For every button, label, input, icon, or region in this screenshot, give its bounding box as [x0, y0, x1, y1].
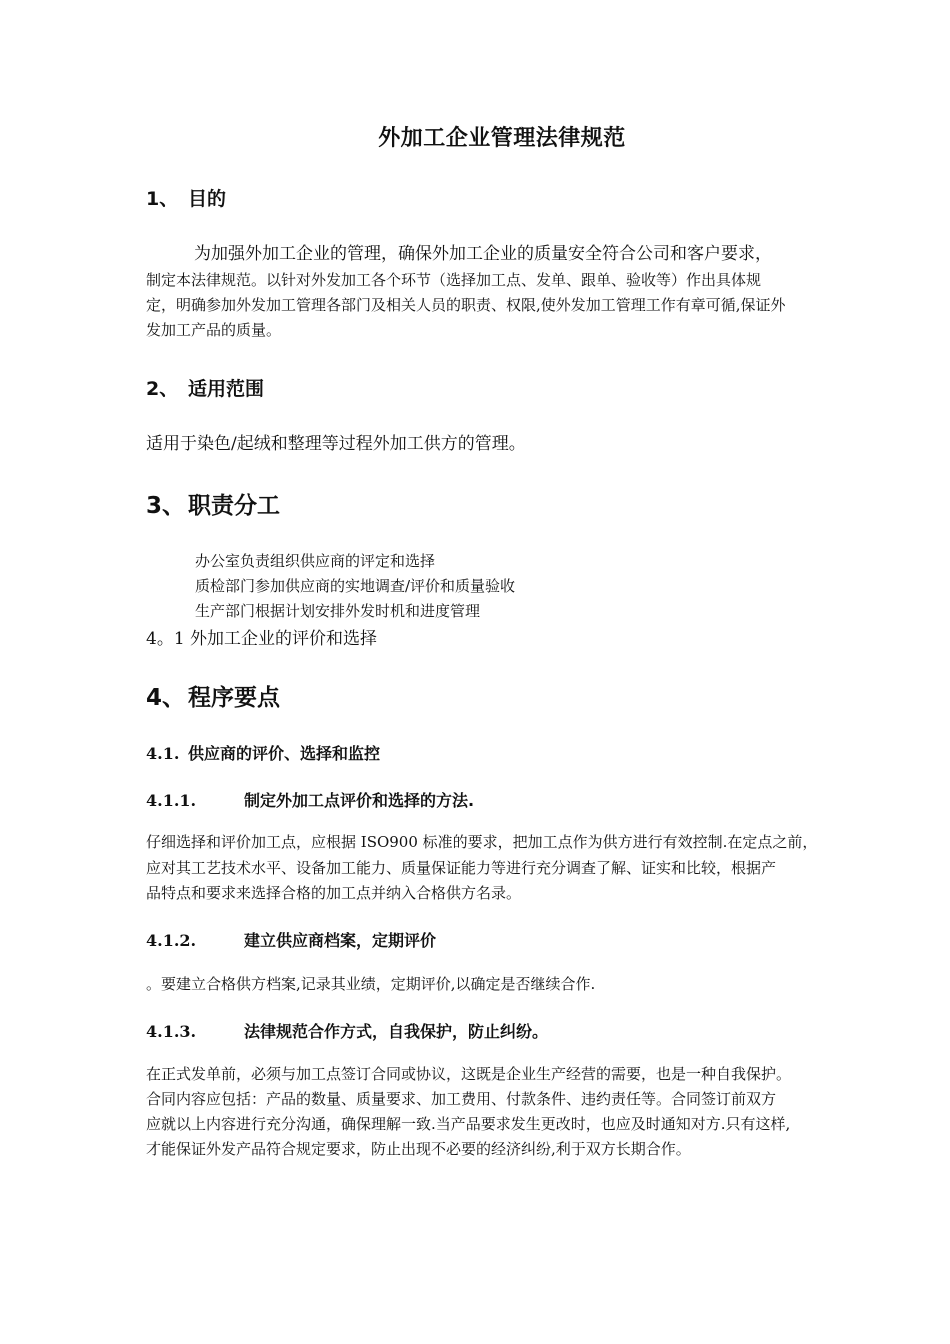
document-title: 外加工企业管理法律规范 — [378, 126, 626, 151]
subsection-title: 法律规范合作方式，自我保护，防止纠纷。 — [244, 1022, 549, 1041]
paragraph-line: 应就以上内容进行充分沟通，确保理解一致.当产品要求发生更改时，也应及时通知对方.只有这样, — [146, 1115, 791, 1133]
subsection-heading-4-1-3 — [146, 1019, 548, 1042]
subsection-heading-4-1-2 — [146, 928, 436, 951]
subsection-number: 4.1.2. — [146, 931, 197, 950]
paragraph-line: 合同内容应包括：产品的数量、质量要求、加工费用、付款条件、违约责任等。合同签订前双方 — [146, 1090, 777, 1108]
section-title: 职责分工 — [188, 493, 280, 519]
paragraph-line: 仔细选择和评价加工点，应根据 ISO900 标准的要求，把加工点作为供方进行有效控制.在定点之前， — [146, 833, 818, 851]
subsection-title: 供应商的评价、选择和监控 — [188, 744, 381, 763]
subsection-title: 建立供应商档案，定期评价 — [244, 931, 437, 950]
section-title: 适用范围 — [188, 378, 265, 400]
section-heading-purpose — [146, 184, 226, 211]
list-item: 生产部门根据计划安排外发时机和进度管理 — [195, 602, 481, 620]
subsection-number: 4.1.1. — [146, 791, 197, 810]
paragraph-line: 。要建立合格供方档案,记录其业绩，定期评价,以确定是否继续合作. — [146, 975, 596, 993]
sub-note: 4。1 外加工企业的评价和选择 — [146, 629, 378, 649]
section-number: 3、 — [146, 493, 186, 519]
paragraph-line: 在正式发单前，必须与加工点签订合同或协议，这既是企业生产经营的需要，也是一种自我保护。 — [146, 1065, 792, 1083]
section-number: 4、 — [146, 685, 186, 711]
subsection-title: 制定外加工点评价和选择的方法. — [244, 791, 475, 810]
paragraph-line: 制定本法律规范。以针对外发加工各个环节（选择加工点、发单、跟单、验收等）作出具体规 — [146, 271, 762, 289]
section-title: 目的 — [188, 188, 227, 210]
paragraph-line: 定，明确参加外发加工管理各部门及相关人员的职责、权限,使外发加工管理工作有章可循,保证外 — [146, 296, 786, 314]
section-number: 2、 — [146, 378, 179, 400]
subsection-number: 4.1.3. — [146, 1022, 197, 1041]
paragraph-line: 才能保证外发产品符合规定要求，防止出现不必要的经济纠纷,利于双方长期合作。 — [146, 1140, 691, 1158]
subsection-heading-4-1-1 — [146, 788, 474, 811]
paragraph-line: 发加工产品的质量。 — [146, 321, 282, 339]
section-heading-scope — [146, 374, 264, 401]
section-heading-procedure — [146, 679, 280, 712]
section-number: 1、 — [146, 188, 179, 210]
paragraph-line: 品特点和要求来选择合格的加工点并纳入合格供方名录。 — [146, 884, 522, 902]
section-title: 程序要点 — [188, 685, 280, 711]
list-item: 质检部门参加供应商的实地调查/评价和质量验收 — [195, 577, 516, 595]
section-heading-duties — [146, 487, 280, 520]
paragraph-line: 应对其工艺技术水平、设备加工能力、质量保证能力等进行充分调查了解、证实和比较，根据产 — [146, 859, 777, 877]
paragraph-line: 为加强外加工企业的管理，确保外加工企业的质量安全符合公司和客户要求， — [194, 244, 772, 264]
subsection-heading-4-1 — [146, 741, 380, 764]
scope-text: 适用于染色/起绒和整理等过程外加工供方的管理。 — [146, 434, 526, 454]
list-item: 办公室负责组织供应商的评定和选择 — [195, 552, 436, 570]
subsection-number: 4.1. — [146, 744, 180, 763]
